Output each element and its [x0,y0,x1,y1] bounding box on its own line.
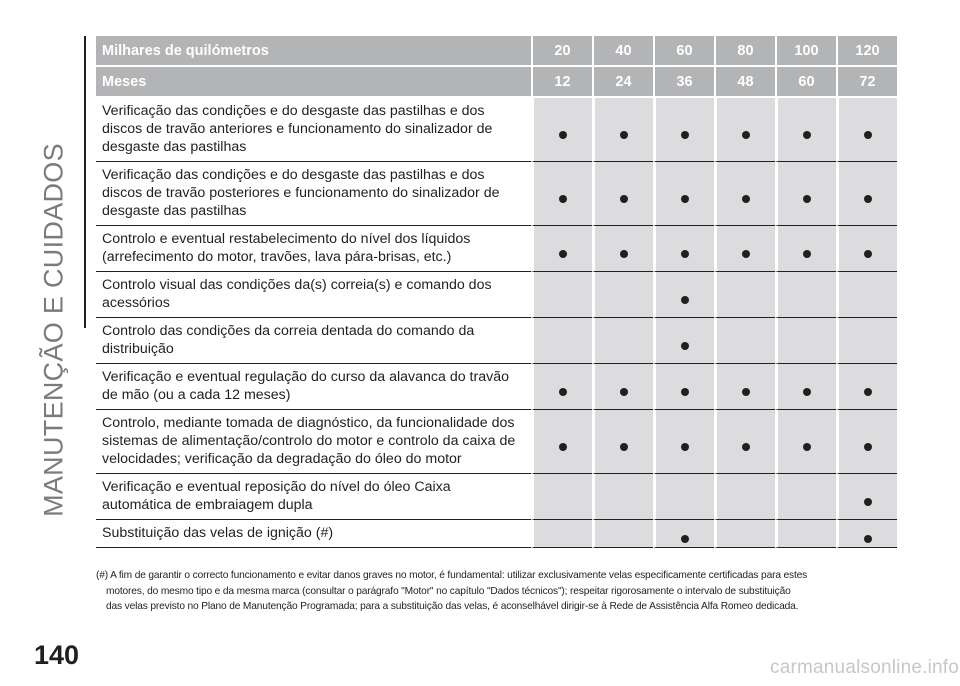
header-value: 20 [531,36,592,67]
interval-cell [592,98,653,162]
schedule-row [96,226,897,272]
check-dot-icon [559,131,567,139]
interval-cell [531,162,592,226]
interval-cell [531,272,592,318]
check-dot-icon [681,535,689,543]
schedule-row [96,364,897,410]
check-dot-icon [742,443,750,451]
interval-cell [653,364,714,410]
check-dot-icon [864,535,872,543]
header-value: 40 [592,36,653,67]
check-dot-icon [681,443,689,451]
check-dot-icon [864,250,872,258]
operation-description: Verificação e eventual regulação do curso da alavanca do travão de mão (ou a cada 12 meses) [96,364,531,410]
check-dot-icon [742,250,750,258]
interval-cell [653,410,714,474]
header-row-kilometres [96,36,897,67]
interval-cell [836,410,897,474]
schedule-row [96,272,897,318]
interval-cell [531,226,592,272]
check-dot-icon [864,498,872,506]
schedule-row [96,98,897,162]
chapter-title-text: MANUTENÇÃO E CUIDADOS [38,143,69,517]
check-dot-icon [864,195,872,203]
header-value: 120 [836,36,897,67]
check-dot-icon [803,388,811,396]
interval-cell [531,410,592,474]
check-dot-icon [620,388,628,396]
footnote-line: motores, do mesmo tipo e da mesma marca (consultar o parágrafo "Motor" no capítulo "Dados técnicos"); respeitar rigorosamente o intervalo de substituição [106,585,791,597]
interval-cell [714,410,775,474]
interval-cell [775,318,836,364]
interval-cell [775,364,836,410]
check-dot-icon [620,443,628,451]
check-dot-icon [864,388,872,396]
interval-cell [714,364,775,410]
operation-description: Substituição das velas de ignição (#) [96,520,531,548]
interval-cell [714,162,775,226]
interval-cell [653,226,714,272]
interval-cell [775,474,836,520]
header-value: 24 [592,67,653,98]
operation-description: Controlo, mediante tomada de diagnóstico, da funcionalidade dos sistemas de alimentação/controlo do motor e controlo da caixa de velocidades; verificação da degradação do óleo do motor [96,410,531,474]
interval-cell [531,474,592,520]
header-label: Meses [96,67,531,98]
interval-cell [714,318,775,364]
schedule-body [96,98,897,548]
interval-cell [775,272,836,318]
interval-cell [653,474,714,520]
interval-cell [653,318,714,364]
check-dot-icon [620,131,628,139]
interval-cell [531,520,592,548]
check-dot-icon [864,443,872,451]
check-dot-icon [803,195,811,203]
check-dot-icon [559,443,567,451]
interval-cell [592,364,653,410]
header-value: 100 [775,36,836,67]
interval-cell [714,474,775,520]
header-value: 80 [714,36,775,67]
header-value: 60 [775,67,836,98]
check-dot-icon [803,443,811,451]
interval-cell [531,98,592,162]
operation-description: Controlo das condições da correia dentada do comando da distribuição [96,318,531,364]
footnote-line: (#) A fim de garantir o correcto funcionamento e evitar danos graves no motor, é fundamental: utilizar exclusivamente velas especificamente certificadas para estes [96,570,808,581]
interval-cell [775,226,836,272]
interval-cell [836,272,897,318]
check-dot-icon [864,131,872,139]
watermark: carmanualsonline.info [770,657,960,678]
interval-cell [714,226,775,272]
header-label: Milhares de quilómetros [96,36,531,67]
interval-cell [775,410,836,474]
interval-cell [836,364,897,410]
interval-cell [775,98,836,162]
check-dot-icon [681,342,689,350]
check-dot-icon [681,195,689,203]
schedule-row [96,474,897,520]
interval-cell [653,272,714,318]
operation-description: Controlo e eventual restabelecimento do nível dos líquidos (arrefecimento do motor, travões, lava pára-brisas, etc.) [96,226,531,272]
page-number: 140 [34,640,80,670]
check-dot-icon [742,131,750,139]
interval-cell [592,318,653,364]
header-value: 12 [531,67,592,98]
check-dot-icon [803,131,811,139]
interval-cell [714,272,775,318]
interval-cell [592,520,653,548]
interval-cell [836,474,897,520]
interval-cell [836,520,897,548]
header-value: 48 [714,67,775,98]
interval-cell [531,364,592,410]
check-dot-icon [681,131,689,139]
interval-cell [714,520,775,548]
header-row-months [96,67,897,98]
interval-cell [592,162,653,226]
header-value: 60 [653,36,714,67]
interval-cell [592,226,653,272]
check-dot-icon [620,195,628,203]
interval-cell [531,318,592,364]
operation-description: Controlo visual das condições da(s) correia(s) e comando dos acessórios [96,272,531,318]
check-dot-icon [742,388,750,396]
footnote [96,568,898,615]
interval-cell [653,162,714,226]
check-dot-icon [803,250,811,258]
interval-cell [775,162,836,226]
check-dot-icon [620,250,628,258]
operation-description: Verificação das condições e do desgaste das pastilhas e dos discos de travão posteriores e funcionamento do sinalizador de desgaste das pastilhas [96,162,531,226]
footnote-line: das velas previsto no Plano de Manutenção Programada; para a substituição das velas, é aconselhável dirigir-se à Rede de Assistência Alfa Romeo dedicada. [106,601,799,612]
schedule-row [96,162,897,226]
schedule-row [96,318,897,364]
check-dot-icon [681,250,689,258]
check-dot-icon [681,296,689,304]
schedule-row [96,520,897,548]
check-dot-icon [559,195,567,203]
operation-description: Verificação das condições e do desgaste das pastilhas e dos discos de travão anteriores e funcionamento do sinalizador de desgaste das pastilhas [96,98,531,162]
check-dot-icon [559,250,567,258]
interval-cell [836,226,897,272]
interval-cell [836,162,897,226]
interval-cell [592,272,653,318]
interval-cell [653,520,714,548]
maintenance-schedule-table [96,36,897,548]
interval-cell [836,98,897,162]
check-dot-icon [559,388,567,396]
chapter-rule [84,36,86,328]
interval-cell [714,98,775,162]
operation-description: Verificação e eventual reposição do nível do óleo Caixa automática de embraiagem dupla [96,474,531,520]
interval-cell [775,520,836,548]
schedule-row [96,410,897,474]
interval-cell [592,410,653,474]
header-value: 36 [653,67,714,98]
header-value: 72 [836,67,897,98]
check-dot-icon [681,388,689,396]
interval-cell [836,318,897,364]
interval-cell [653,98,714,162]
interval-cell [592,474,653,520]
check-dot-icon [742,195,750,203]
